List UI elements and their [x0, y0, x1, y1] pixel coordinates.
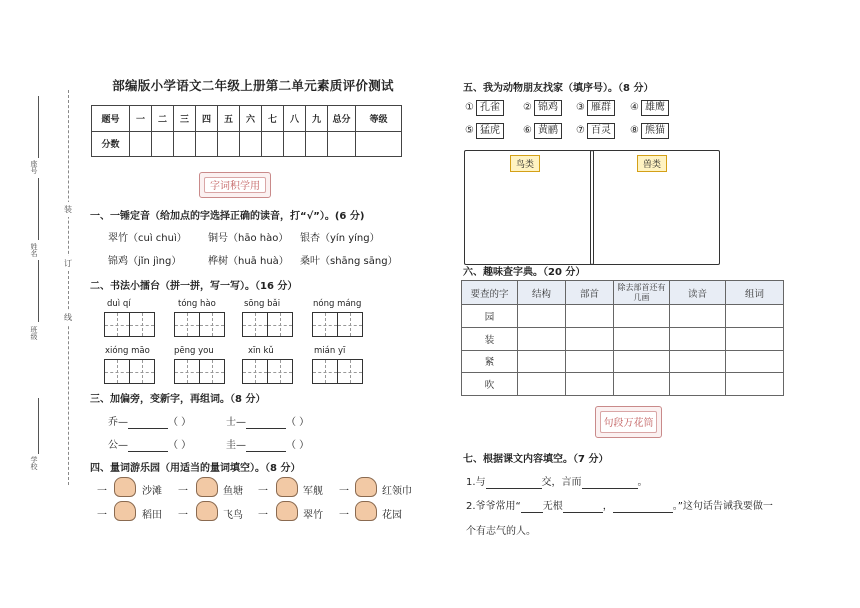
dictionary-table — [461, 280, 784, 396]
score-input-cell[interactable] — [262, 131, 284, 157]
fill-blank[interactable] — [521, 501, 543, 513]
fill-blank[interactable] — [613, 501, 673, 513]
hand-placeholder-icon[interactable] — [276, 501, 298, 521]
score-header-cell: 一 — [130, 106, 152, 132]
tianzige-box[interactable] — [104, 312, 155, 337]
dict-input-cell[interactable] — [614, 305, 670, 328]
name-blank[interactable] — [38, 178, 39, 240]
quantifier-dash: 一 — [97, 510, 107, 521]
score-input-cell[interactable] — [356, 131, 402, 157]
binding-dashed-line — [68, 90, 69, 485]
score-header-cell: 二 — [152, 106, 174, 132]
pronunciation-item[interactable]: 锦鸡（jǐn jìng） — [108, 256, 182, 267]
seat-number-label: 座号 — [30, 160, 38, 174]
score-row-label: 分数 — [92, 131, 130, 157]
hand-placeholder-icon[interactable] — [196, 501, 218, 521]
score-input-cell[interactable] — [196, 131, 218, 157]
pinyin-label: sōng bǎi — [244, 299, 281, 309]
score-header-cell: 四 — [196, 106, 218, 132]
score-header-cell: 六 — [240, 106, 262, 132]
dict-header-cell: 结构 — [518, 281, 566, 305]
animal-item: ⑤ 猛虎 — [465, 123, 504, 139]
quantifier-dash: 一 — [178, 486, 188, 497]
tianzige-box[interactable] — [312, 359, 363, 384]
section-badge-sentences-label: 句段万花筒 — [600, 411, 657, 433]
animal-item: ⑥ 黄鹂 — [523, 123, 562, 139]
hand-placeholder-icon[interactable] — [355, 501, 377, 521]
class-label: 班级 — [30, 326, 38, 340]
fill-line-1: 1.与 交，言而 。 — [466, 477, 648, 488]
section-badge-words-label: 字词积学用 — [204, 177, 266, 193]
fill-line-2: 2.爷爷常用“ 无根 ， 。”这句话告诫我要做一 — [466, 501, 773, 512]
dict-input-cell[interactable] — [614, 327, 670, 350]
pronunciation-item[interactable]: 桦树（huā huà） — [208, 256, 289, 267]
score-input-cell[interactable] — [174, 131, 196, 157]
score-input-cell[interactable] — [152, 131, 174, 157]
bird-house-label: 鸟类 — [510, 155, 540, 172]
tianzige-box[interactable] — [104, 359, 155, 384]
tianzige-box[interactable] — [242, 359, 293, 384]
radical-blank[interactable] — [128, 440, 168, 452]
radical-blank[interactable] — [128, 417, 168, 429]
dict-input-cell[interactable] — [670, 373, 726, 396]
pronunciation-item[interactable]: 桑叶（shāng sāng） — [300, 256, 398, 267]
name-label: 姓名 — [30, 243, 38, 257]
pinyin-label: pēng you — [174, 346, 214, 356]
hand-placeholder-icon[interactable] — [355, 477, 377, 497]
animal-item: ① 孔雀 — [465, 100, 504, 116]
dict-input-cell[interactable] — [726, 305, 784, 328]
dict-header-cell: 要查的字 — [462, 281, 518, 305]
pinyin-label: mián yī — [314, 346, 346, 356]
score-input-cell[interactable] — [328, 131, 356, 157]
dict-input-cell[interactable] — [518, 350, 566, 373]
dict-header-cell: 组词 — [726, 281, 784, 305]
animal-item: ④ 雄鹰 — [630, 100, 669, 116]
radical-char: 圭— — [226, 440, 246, 451]
binding-char-xian: 线 — [64, 310, 72, 325]
binding-char-zhuang: 装 — [64, 202, 72, 217]
section-badge-words — [199, 172, 271, 198]
noun-label: 鱼塘 — [223, 486, 243, 497]
dict-header-cell: 部首 — [566, 281, 614, 305]
dict-input-cell[interactable] — [566, 305, 614, 328]
tianzige-box[interactable] — [174, 312, 225, 337]
page-title: 部编版小学语文二年级上册第二单元素质评价测试 — [112, 78, 394, 93]
section3-heading: 三、加偏旁，变新字，再组词。（8 分） — [90, 394, 266, 405]
noun-label: 军舰 — [303, 486, 323, 497]
dict-input-cell[interactable] — [726, 327, 784, 350]
score-header-cell: 三 — [174, 106, 196, 132]
quantifier-dash: 一 — [258, 486, 268, 497]
section5-heading: 五、我为动物朋友找家（填序号）。（8 分） — [463, 83, 654, 94]
pinyin-label: nóng máng — [313, 299, 362, 309]
noun-label: 飞鸟 — [223, 510, 243, 521]
dict-input-cell[interactable] — [614, 373, 670, 396]
pinyin-label: xióng māo — [105, 346, 150, 356]
hand-placeholder-icon[interactable] — [114, 477, 136, 497]
radical-blank[interactable] — [246, 440, 286, 452]
section1-heading: 一、一锤定音（给加点的字选择正确的读音，打“√”）。(6 分) — [90, 211, 365, 222]
score-table — [91, 105, 402, 157]
animal-item: ② 锦鸡 — [523, 100, 562, 116]
dict-char-cell: 吹 — [462, 373, 518, 396]
noun-label: 花园 — [382, 510, 402, 521]
dict-input-cell[interactable] — [670, 350, 726, 373]
word-paren[interactable]: （ ） — [286, 440, 310, 451]
score-header-cell: 八 — [284, 106, 306, 132]
school-blank[interactable] — [38, 398, 39, 454]
dict-header-cell: 除去部首还有几画 — [614, 281, 670, 305]
binding-char-ding: 订 — [64, 256, 72, 271]
noun-label: 翠竹 — [303, 510, 323, 521]
fill-line-3: 个有志气的人。 — [466, 526, 536, 537]
section7-heading: 七、根据课文内容填空。（7 分） — [463, 454, 609, 465]
radical-item — [226, 413, 309, 429]
dict-char-cell: 紧 — [462, 350, 518, 373]
seat-number-blank[interactable] — [38, 96, 39, 158]
beast-house-label: 兽类 — [637, 155, 667, 172]
score-input-cell[interactable] — [240, 131, 262, 157]
hand-placeholder-icon[interactable] — [276, 477, 298, 497]
radical-item — [108, 413, 191, 429]
pronunciation-item[interactable]: 翠竹（cuì chuì） — [108, 233, 187, 244]
quantifier-dash: 一 — [339, 486, 349, 497]
score-header-cell: 五 — [218, 106, 240, 132]
section6-heading: 六、趣味查字典。（20 分） — [463, 267, 586, 278]
dict-input-cell[interactable] — [566, 327, 614, 350]
section-badge-sentences — [595, 406, 662, 438]
dict-input-cell[interactable] — [518, 305, 566, 328]
quantifier-dash: 一 — [258, 510, 268, 521]
dict-input-cell[interactable] — [614, 350, 670, 373]
quantifier-dash: 一 — [97, 486, 107, 497]
noun-label: 沙滩 — [142, 486, 162, 497]
dict-input-cell[interactable] — [726, 373, 784, 396]
dict-input-cell[interactable] — [670, 327, 726, 350]
score-header-cell: 总分 — [328, 106, 356, 132]
score-input-cell[interactable] — [218, 131, 240, 157]
pronunciation-item[interactable]: 银杏（yín yíng） — [300, 233, 380, 244]
animal-item: ⑦ 百灵 — [576, 123, 615, 139]
quantifier-dash: 一 — [339, 510, 349, 521]
class-blank[interactable] — [38, 260, 39, 322]
score-header-cell: 等级 — [356, 106, 402, 132]
pinyin-label: xīn kǔ — [248, 346, 274, 356]
pronunciation-item[interactable]: 铜号（hāo hào） — [208, 233, 289, 244]
word-paren[interactable]: （ ） — [168, 440, 192, 451]
radical-char: 乔— — [108, 417, 128, 428]
tianzige-box[interactable] — [242, 312, 293, 337]
school-label: 学校 — [30, 456, 38, 470]
noun-label: 红领巾 — [382, 486, 412, 497]
dict-char-cell: 装 — [462, 327, 518, 350]
score-header-cell: 题号 — [92, 106, 130, 132]
section2-heading: 二、书法小擂台（拼一拼，写一写）。（16 分） — [90, 281, 298, 292]
pinyin-label: tóng hào — [178, 299, 216, 309]
tianzige-box[interactable] — [174, 359, 225, 384]
radical-char: 公— — [108, 440, 128, 451]
dict-input-cell[interactable] — [670, 305, 726, 328]
score-input-cell[interactable] — [306, 131, 328, 157]
word-paren[interactable]: （ ） — [286, 417, 310, 428]
radical-item — [226, 436, 309, 452]
dict-input-cell[interactable] — [518, 373, 566, 396]
noun-label: 稻田 — [142, 510, 162, 521]
dict-input-cell[interactable] — [566, 350, 614, 373]
word-paren[interactable]: （ ） — [168, 417, 192, 428]
dict-header-cell: 读音 — [670, 281, 726, 305]
pinyin-label: duì qí — [107, 299, 131, 309]
fill-blank[interactable] — [582, 477, 638, 489]
dict-input-cell[interactable] — [566, 373, 614, 396]
section4-heading: 四、量词游乐园（用适当的量词填空）。（8 分） — [90, 463, 301, 474]
dict-input-cell[interactable] — [726, 350, 784, 373]
tianzige-box[interactable] — [312, 312, 363, 337]
animal-item: ⑧ 熊猫 — [630, 123, 669, 139]
hand-placeholder-icon[interactable] — [114, 501, 136, 521]
score-input-cell[interactable] — [284, 131, 306, 157]
dict-input-cell[interactable] — [518, 327, 566, 350]
radical-blank[interactable] — [246, 417, 286, 429]
fill-blank[interactable] — [486, 477, 542, 489]
dict-char-cell: 园 — [462, 305, 518, 328]
score-input-cell[interactable] — [130, 131, 152, 157]
radical-item — [108, 436, 191, 452]
hand-placeholder-icon[interactable] — [196, 477, 218, 497]
score-header-cell: 七 — [262, 106, 284, 132]
radical-char: 士— — [226, 417, 246, 428]
score-header-cell: 九 — [306, 106, 328, 132]
animal-item: ③ 雁群 — [576, 100, 615, 116]
fill-blank[interactable] — [563, 501, 603, 513]
quantifier-dash: 一 — [178, 510, 188, 521]
